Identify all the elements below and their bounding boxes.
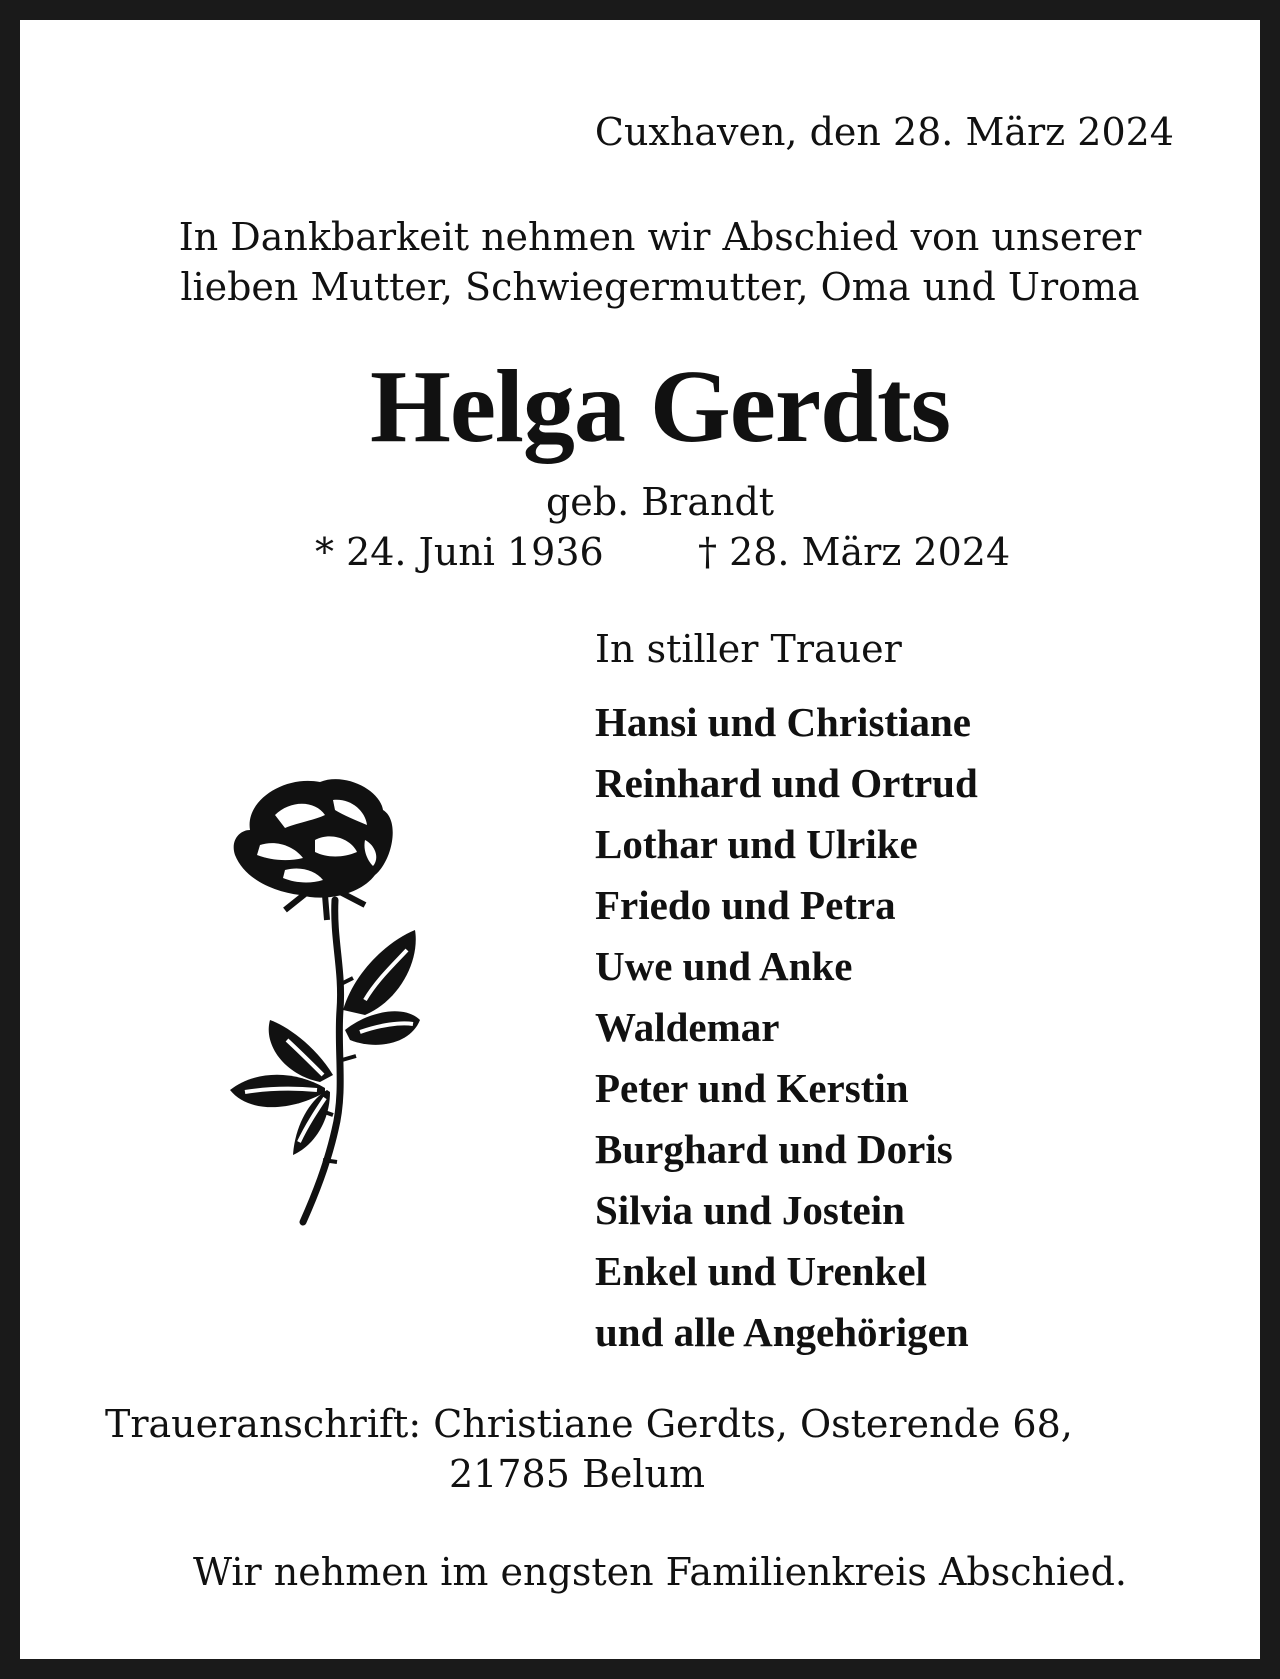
closing-line: Wir nehmen im engsten Familienkreis Abschied. bbox=[192, 1550, 1128, 1594]
mourners-list bbox=[595, 692, 978, 1363]
intro-line-1: In Dankbarkeit nehmen wir Abschied von unserer bbox=[178, 215, 1142, 259]
death-date: † 28. März 2024 bbox=[698, 530, 1011, 574]
mourner-item: Peter und Kerstin bbox=[595, 1065, 909, 1111]
deceased-name: Helga Gerdts bbox=[369, 349, 951, 464]
mourner-item: Waldemar bbox=[595, 1004, 780, 1050]
place-date: Cuxhaven, den 28. März 2024 bbox=[594, 110, 1174, 154]
mourning-label: In stiller Trauer bbox=[595, 627, 902, 671]
birth-name: geb. Brandt bbox=[545, 480, 775, 524]
mourner-item: Silvia und Jostein bbox=[595, 1187, 905, 1233]
mourning-address-line-2: 21785 Belum bbox=[449, 1452, 706, 1496]
mourner-item: Burghard und Doris bbox=[595, 1126, 953, 1172]
mourner-item: Friedo und Petra bbox=[595, 882, 896, 928]
mourner-item: Enkel und Urenkel bbox=[595, 1248, 927, 1294]
rose-icon bbox=[215, 770, 445, 1230]
mourner-item: Uwe und Anke bbox=[595, 943, 853, 989]
mourning-address-line-1: Traueranschrift: Christiane Gerdts, Osterende 68, bbox=[105, 1402, 1073, 1446]
mourner-item: Hansi und Christiane bbox=[595, 699, 971, 745]
mourner-item: Lothar und Ulrike bbox=[595, 821, 918, 867]
intro-line-2: lieben Mutter, Schwiegermutter, Oma und Uroma bbox=[180, 265, 1140, 309]
birth-date: * 24. Juni 1936 bbox=[315, 530, 604, 574]
mourner-item: Reinhard und Ortrud bbox=[595, 760, 978, 806]
mourner-item: und alle Angehörigen bbox=[595, 1309, 969, 1355]
